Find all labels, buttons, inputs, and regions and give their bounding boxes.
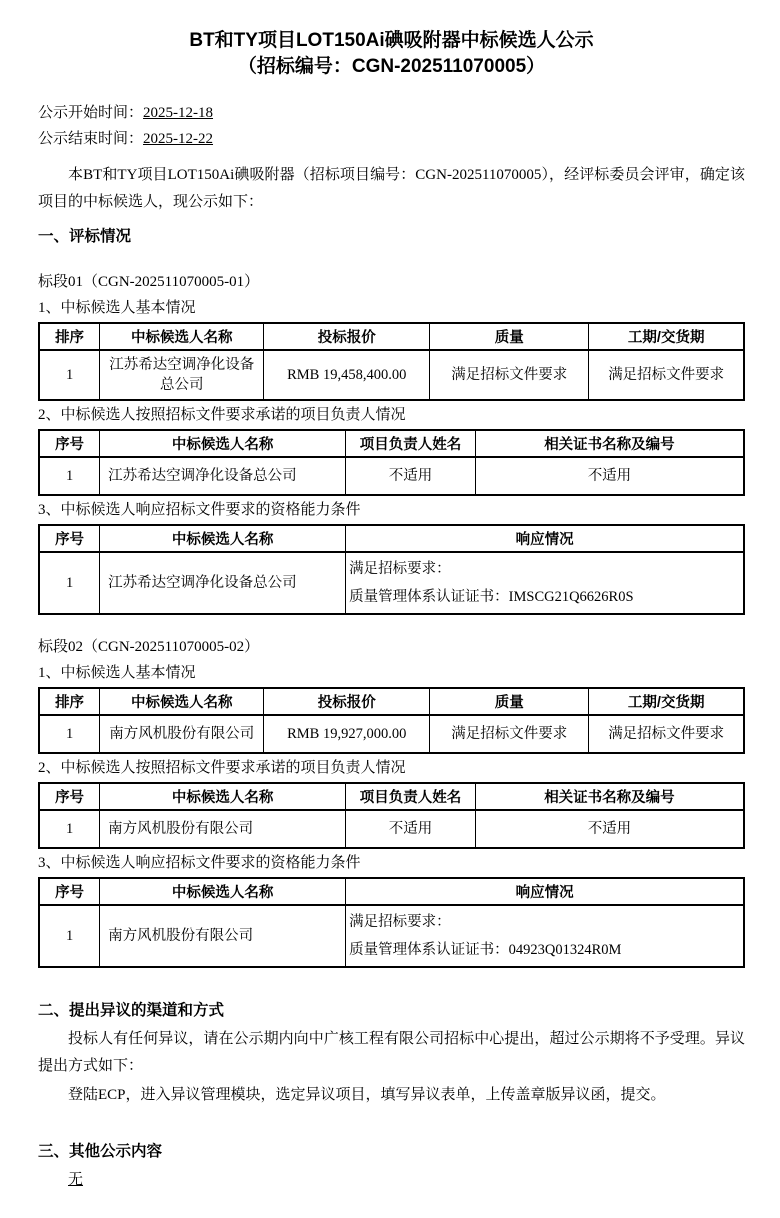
lot1-basic-label: 1、中标候选人基本情况	[38, 300, 196, 316]
objection-paragraph-2: 登陆ECP，进入异议管理模块，选定异议项目，填写异议表单，上传盖章版异议函，提交。	[68, 1087, 666, 1103]
table-header-row	[39, 688, 744, 715]
table-row	[39, 350, 744, 400]
cell-rank: 1	[39, 715, 100, 753]
cell-rank: 1	[39, 350, 100, 400]
header-cell-quality: 质量	[430, 323, 589, 350]
table-row	[39, 905, 744, 967]
cell-manager-name: 不适用	[346, 810, 476, 848]
header-cell-seq: 序号	[39, 430, 100, 457]
lot2-title: 标段02（CGN-202511070005-02）	[38, 639, 260, 655]
cell-seq: 1	[39, 810, 100, 848]
table-header-row	[39, 525, 744, 552]
response-line1: 满足招标要求：	[349, 561, 451, 577]
table-row	[39, 552, 744, 614]
header-cell-candidate-name: 中标候选人名称	[100, 525, 346, 552]
cell-candidate-name: 江苏希达空调净化设备总公司	[100, 350, 264, 400]
publish-end-value: 2025-12-22	[143, 131, 214, 147]
table-header-row	[39, 323, 744, 350]
header-cell-certificate: 相关证书名称及编号	[475, 430, 744, 457]
table-row	[39, 715, 744, 753]
header-cell-certificate: 相关证书名称及编号	[475, 783, 744, 810]
header-cell-delivery: 工期/交货期	[589, 323, 744, 350]
header-cell-candidate-name: 中标候选人名称	[100, 878, 346, 905]
intro-paragraph: 本BT和TY项目LOT150Ai碘吸附器（招标项目编号：CGN-202511070005），经评标委员会评审，确定该项目的中标候选人，现公示如下：	[38, 167, 745, 210]
table-row	[39, 810, 744, 848]
header-cell-candidate-name: 中标候选人名称	[100, 430, 346, 457]
cell-quality: 满足招标文件要求	[430, 715, 589, 753]
response-line2: 质量管理体系认证证书：04923Q01324R0M	[349, 942, 622, 958]
cell-candidate-name: 南方风机股份有限公司	[100, 715, 264, 753]
lot1-qualification-label: 3、中标候选人响应招标文件要求的资格能力条件	[38, 502, 361, 518]
section-other-heading: 三、其他公示内容	[38, 1143, 163, 1160]
page-title-line2: （招标编号：CGN-202511070005）	[237, 56, 546, 77]
cell-manager-name: 不适用	[346, 457, 476, 495]
table-header-row	[39, 430, 744, 457]
header-cell-response: 响应情况	[346, 525, 744, 552]
lot1-manager-label: 2、中标候选人按照招标文件要求承诺的项目负责人情况	[38, 407, 406, 423]
cell-candidate-name: 南方风机股份有限公司	[100, 810, 346, 848]
lot2-manager-table	[38, 782, 745, 849]
header-cell-seq: 序号	[39, 783, 100, 810]
cell-delivery: 满足招标文件要求	[589, 715, 744, 753]
header-cell-bid-price: 投标报价	[264, 688, 430, 715]
publish-end-label: 公示结束时间：	[38, 131, 144, 147]
page-title-line1: BT和TY项目LOT150Ai碘吸附器中标候选人公示	[189, 30, 594, 51]
cell-certificate: 不适用	[475, 457, 744, 495]
response-line1: 满足招标要求：	[349, 914, 451, 930]
page-title	[38, 28, 745, 80]
header-cell-rank: 排序	[39, 323, 100, 350]
cell-candidate-name: 南方风机股份有限公司	[100, 905, 346, 967]
response-line2: 质量管理体系认证证书：IMSCG21Q6626R0S	[349, 589, 634, 605]
header-cell-response: 响应情况	[346, 878, 744, 905]
publish-start-line	[38, 100, 745, 126]
cell-seq: 1	[39, 552, 100, 614]
cell-bid-price: RMB 19,927,000.00	[264, 715, 430, 753]
cell-seq: 1	[39, 905, 100, 967]
header-cell-bid-price: 投标报价	[264, 323, 430, 350]
cell-quality: 满足招标文件要求	[430, 350, 589, 400]
section-evaluation-heading: 一、评标情况	[38, 228, 132, 245]
header-cell-delivery: 工期/交货期	[589, 688, 744, 715]
other-content-value: 无	[68, 1172, 84, 1188]
cell-candidate-name: 江苏希达空调净化设备总公司	[100, 552, 346, 614]
other-content	[38, 1167, 745, 1194]
cell-certificate: 不适用	[475, 810, 744, 848]
header-cell-candidate-name: 中标候选人名称	[100, 783, 346, 810]
publish-end-line	[38, 126, 745, 152]
header-cell-candidate-name: 中标候选人名称	[100, 688, 264, 715]
header-cell-seq: 序号	[39, 525, 100, 552]
header-cell-seq: 序号	[39, 878, 100, 905]
lot1-manager-table	[38, 429, 745, 496]
table-header-row	[39, 878, 744, 905]
cell-bid-price: RMB 19,458,400.00	[264, 350, 430, 400]
table-header-row	[39, 783, 744, 810]
lot1-title: 标段01（CGN-202511070005-01）	[38, 274, 260, 290]
lot1-basic-table	[38, 322, 745, 401]
lot1-qualification-table	[38, 524, 745, 615]
cell-candidate-name: 江苏希达空调净化设备总公司	[100, 457, 346, 495]
lot2-basic-label: 1、中标候选人基本情况	[38, 665, 196, 681]
cell-seq: 1	[39, 457, 100, 495]
header-cell-quality: 质量	[430, 688, 589, 715]
section-objection-heading: 二、提出异议的渠道和方式	[38, 1002, 225, 1019]
table-row	[39, 457, 744, 495]
publish-dates	[38, 100, 745, 152]
header-cell-manager-name: 项目负责人姓名	[346, 783, 476, 810]
cell-delivery: 满足招标文件要求	[589, 350, 744, 400]
header-cell-rank: 排序	[39, 688, 100, 715]
lot2-qualification-label: 3、中标候选人响应招标文件要求的资格能力条件	[38, 855, 361, 871]
header-cell-candidate-name: 中标候选人名称	[100, 323, 264, 350]
cell-response	[346, 552, 744, 614]
lot2-manager-label: 2、中标候选人按照招标文件要求承诺的项目负责人情况	[38, 760, 406, 776]
cell-response	[346, 905, 744, 967]
publish-start-value: 2025-12-18	[143, 105, 214, 121]
lot2-qualification-table	[38, 877, 745, 968]
header-cell-manager-name: 项目负责人姓名	[346, 430, 476, 457]
lot2-basic-table	[38, 687, 745, 754]
publish-start-label: 公示开始时间：	[38, 105, 144, 121]
objection-paragraph-1: 投标人有任何异议，请在公示期内向中广核工程有限公司招标中心提出，超过公示期将不予受理。异议提出方式如下：	[38, 1031, 745, 1074]
